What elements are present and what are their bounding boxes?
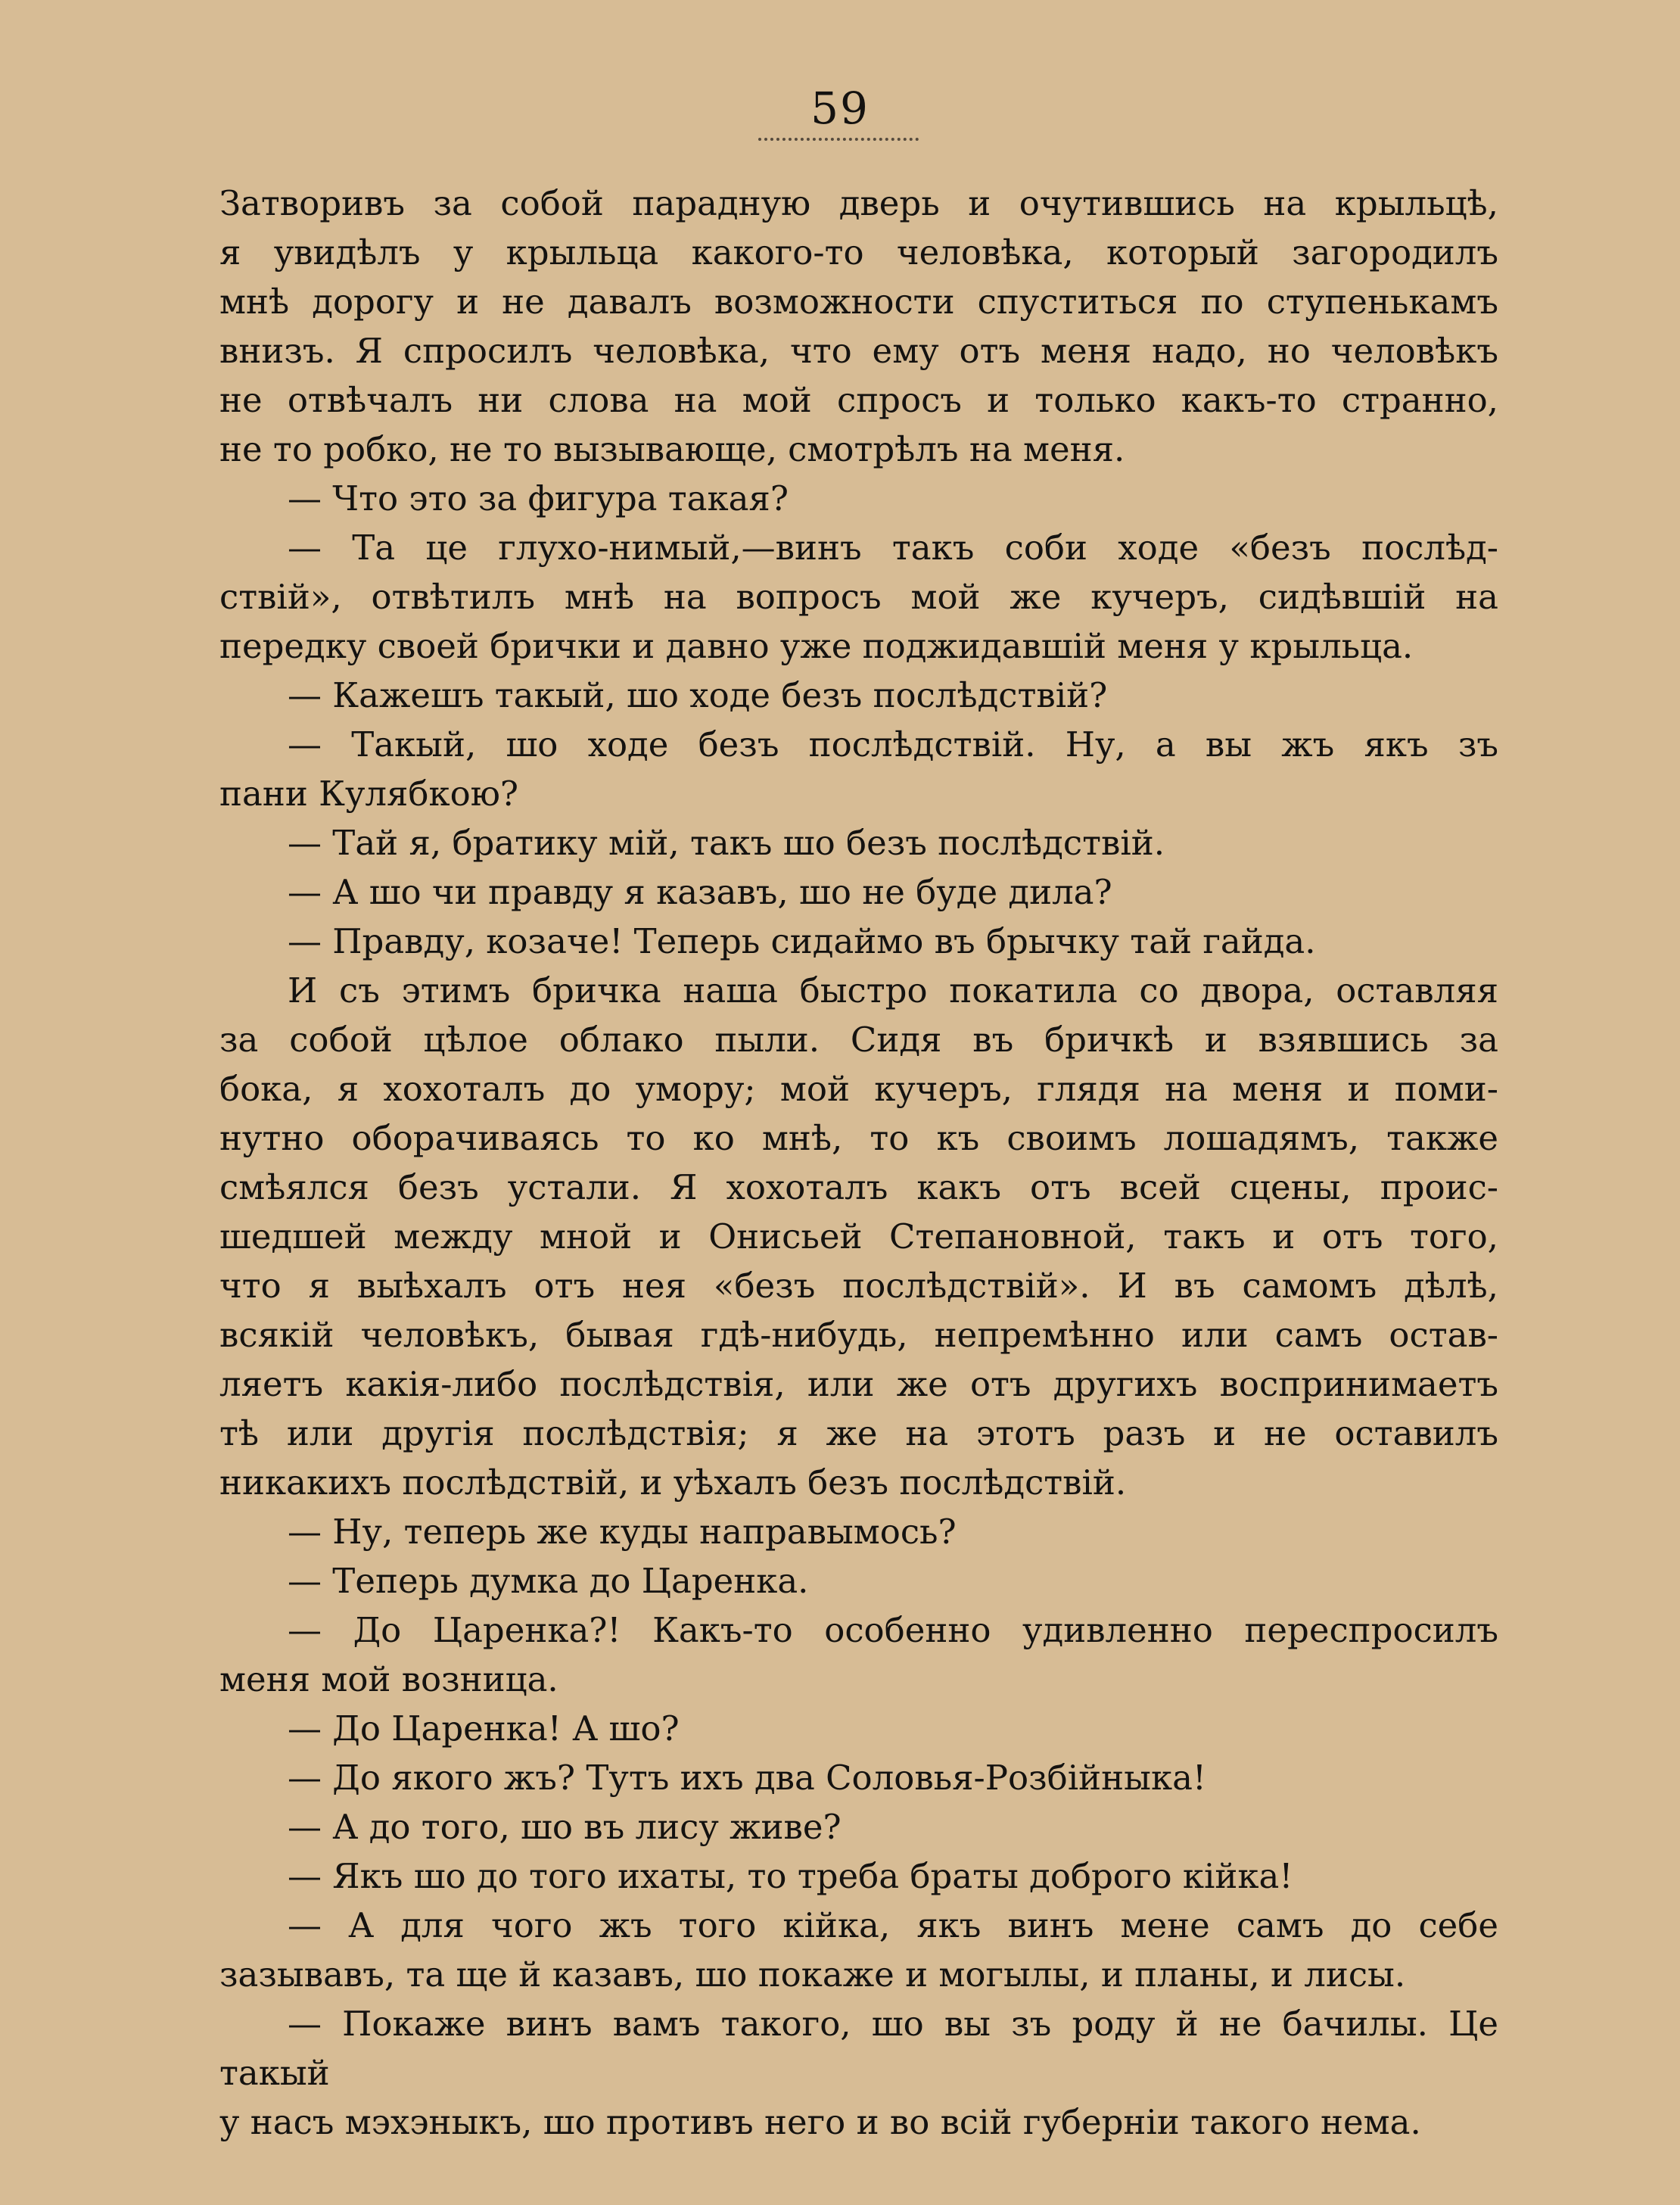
text-line: внизъ. Я спросилъ человѣка, что ему отъ меня надо, но человѣкъ (219, 331, 1498, 371)
text-line: И съ этимъ бричка наша быстро покатила со двора, оставляя (288, 970, 1498, 1011)
text-line: не отвѣчалъ ни слова на мой спросъ и только какъ-то странно, (219, 380, 1498, 420)
text-line: шедшей между мной и Онисьей Степановной, такъ и отъ того, (219, 1216, 1498, 1257)
text-line: зазывавъ, та ще й казавъ, шо покаже и могылы, и планы, и лисы. (219, 1954, 1406, 1995)
text-line: за собой цѣлое облако пыли. Сидя въ бричкѣ и взявшись за (219, 1020, 1498, 1060)
text-line: — А для чого жъ того кійка, якъ винъ мене самъ до себе (288, 1905, 1498, 1945)
text-line: я увидѣлъ у крыльца какого-то человѣка, который загородилъ (219, 232, 1498, 273)
text-line: — Покаже винъ вамъ такого, шо вы зъ роду й не бачилы. Це такый (219, 2004, 1498, 2093)
text-line: меня мой возница. (219, 1659, 558, 1699)
text-line: — До Царенка! А шо? (288, 1708, 680, 1749)
text-line: нутно оборачиваясь то ко мнѣ, то къ своимъ лошадямъ, также (219, 1118, 1498, 1158)
text-line: мнѣ дорогу и не давалъ возможности спуститься по ступенькамъ (219, 282, 1498, 322)
text-line: всякій человѣкъ, бывая гдѣ-нибудь, непремѣнно или самъ остав- (219, 1315, 1498, 1355)
body-text (219, 179, 1498, 2147)
text-line: — Что это за фигура такая? (288, 478, 789, 519)
text-line: ствій», отвѣтилъ мнѣ на вопросъ мой же кучеръ, сидѣвшій на (219, 577, 1498, 617)
text-line: смѣялся безъ устали. Я хохоталъ какъ отъ всей сцены, проис- (219, 1167, 1498, 1207)
text-line: Затворивъ за собой парадную дверь и очутившись на крыльцѣ, (219, 183, 1498, 223)
text-line: — Тай я, братику мій, такъ шо безъ послѣдствій. (288, 823, 1165, 863)
text-line: у насъ мэхэныкъ, шо противъ него и во всій губерніи такого нема. (219, 2102, 1421, 2142)
text-line: — Теперь думка до Царенка. (288, 1561, 809, 1601)
text-line: ляетъ какія-либо послѣдствія, или же отъ другихъ воспринимаетъ (219, 1364, 1498, 1404)
text-line: пани Кулябкою? (219, 774, 519, 814)
text-line: — Якъ шо до того ихаты, то треба браты доброго кійка! (288, 1856, 1293, 1896)
text-line: — Та це глухо-нимый,—винъ такъ соби ходе «безъ послѣд- (288, 528, 1498, 568)
text-line: — До Царенка?! Какъ-то особенно удивленно переспросилъ (288, 1610, 1498, 1650)
page-number-rule (758, 138, 919, 141)
text-line: — Ну, теперь же куды направымось? (288, 1512, 957, 1552)
text-line: никакихъ послѣдствій, и уѣхалъ безъ послѣдствій. (219, 1462, 1127, 1503)
page-number: 59 (810, 83, 870, 134)
text-line: не то робко, не то вызывающе, смотрѣлъ на меня. (219, 429, 1125, 469)
text-line: передку своей брички и давно уже поджидавшій меня у крыльца. (219, 626, 1414, 666)
text-line: — А шо чи правду я казавъ, шо не буде дила? (288, 872, 1112, 912)
text-line: бока, я хохоталъ до умору; мой кучеръ, глядя на меня и поми- (219, 1069, 1498, 1109)
text-line: — Правду, козаче! Теперь сидаймо въ брычку тай гайда. (288, 921, 1316, 961)
text-line: что я выѣхалъ отъ нея «безъ послѣдствій». И въ самомъ дѣлѣ, (219, 1266, 1498, 1306)
text-line: — Кажешъ такый, шо ходе безъ послѣдствій? (288, 675, 1108, 715)
text-line: — Такый, шо ходе безъ послѣдствій. Ну, а вы жъ якъ зъ (288, 724, 1498, 765)
text-line: тѣ или другія послѣдствія; я же на этотъ разъ и не оставилъ (219, 1413, 1498, 1453)
text-line: — А до того, шо въ лису живе? (288, 1807, 842, 1847)
text-line: — До якого жъ? Тутъ ихъ два Соловья-Розбійныка! (288, 1758, 1206, 1798)
